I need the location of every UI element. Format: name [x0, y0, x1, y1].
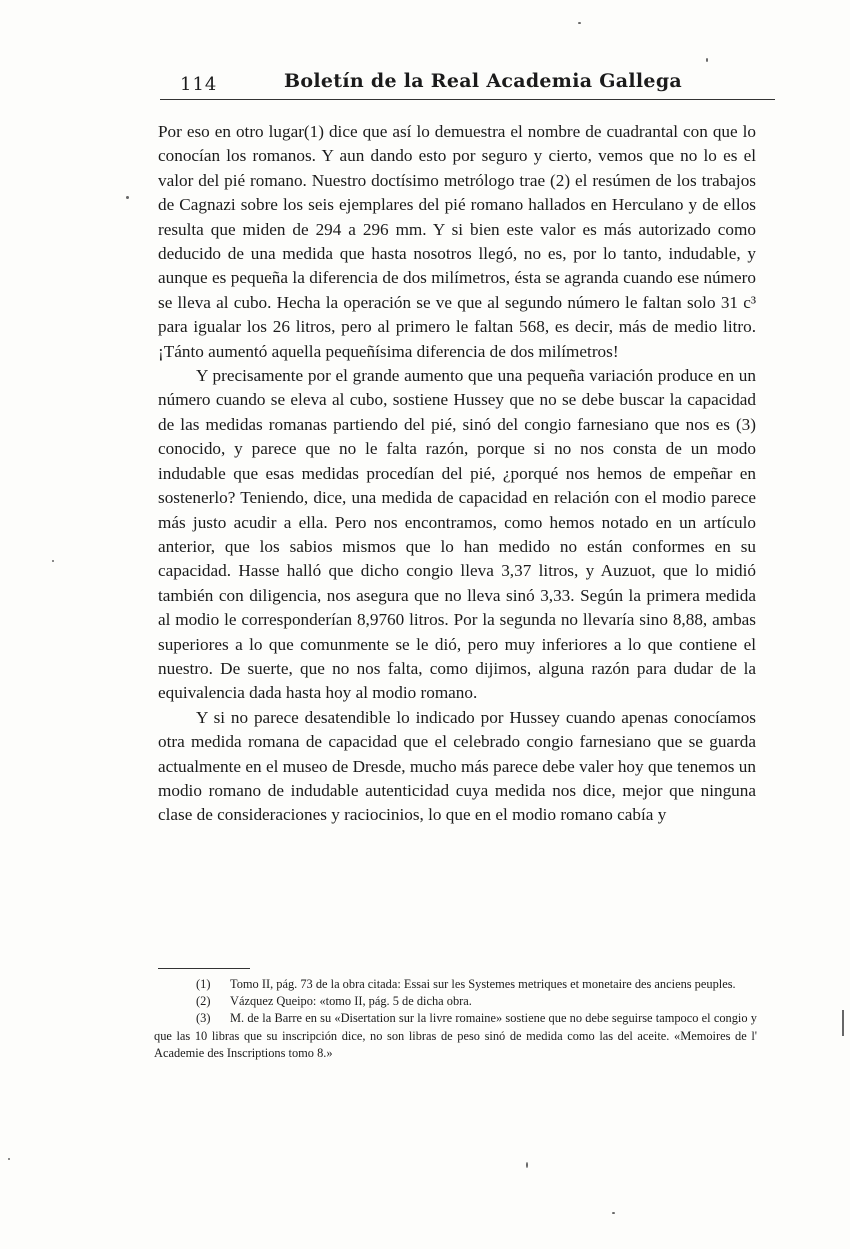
scan-speck — [578, 22, 581, 24]
footnote-text: Tomo II, pág. 73 de la obra citada: Essai sur les Systemes metriques et monetaire des anciens peuples. — [230, 977, 736, 991]
scan-speck — [612, 1212, 615, 1214]
running-title: Boletín de la Real Academia Gallega — [284, 70, 683, 92]
scan-speck — [126, 196, 129, 199]
scan-speck — [706, 58, 708, 62]
paragraph: Por eso en otro lugar(1) dice que así lo demuestra el nombre de cuadrantal con que lo conocían los romanos. Y aun dando esto por seguro y cierto, vemos que no lo es el valor del pié romano. Nuestro doctísimo metrólogo trae (2) el resúmen de los trabajos de Cagnazi sobre los seis ejemplares del pié romano hallados en Herculano y de ellos resulta que miden de 294 a 296 mm. Y si bien este valor es más autorizado como deducido de una medida que hasta nosotros llegó, no es, por lo tanto, indudable, y aunque es pequeña la diferencia de dos milímetros, ésta se agranda cuando ese número se lleva al cubo. Hecha la operación se ve que al segundo número le faltan solo 31 c³ para igualar los 26 litros, pero al primero le faltan 568, es decir, más de medio litro. ¡Tánto aumentó aquella pequeñísima diferencia de dos milímetros! — [158, 122, 756, 361]
footnote-rule — [158, 968, 250, 969]
page-number: 114 — [180, 74, 218, 95]
scan-speck — [8, 1158, 10, 1160]
scan-speck — [526, 1162, 528, 1168]
footnote-text: Vázquez Queipo: «tomo II, pág. 5 de dicha obra. — [230, 994, 472, 1009]
paragraph: Y si no parece desatendible lo indicado por Hussey cuando apenas conocíamos otra medida romana de capacidad que el celebrado congio farnesiano que se guarda actualmente en el museo de Dresde, mucho más parece debe valer hoy que tenemos un modio romano de indudable autenticidad cuya medida nos dice, mejor que ninguna clase de consideraciones y raciocinios, lo que en el modio romano cabía y — [158, 707, 756, 825]
footnote — [154, 976, 757, 993]
header-rule — [160, 99, 775, 100]
footnote-mark: (1) — [196, 977, 211, 991]
paragraph: Y precisamente por el grande aumento que una pequeña variación produce en un número cuando se eleva al cubo, sostiene Hussey que no se debe buscar la capacidad de las medidas romanas partiendo del pié, sinó del congio farnesiano que nos es (3) conocido, y parece que no le falta razón, porque si no nos consta de un modo indudable que esas medidas procedían del pié, ¿porqué nos hemos de empeñar en sostenerlo? Teniendo, dice, una medida de capacidad en relación con el modio parece más justo acudir a ella. Pero nos encontramos, como hemos notado en un artículo anterior, que los sabios mismos que lo han medido no están conformes en su capacidad. Hasse halló que dicho congio lleva 3,37 litros, y Auzuot, que lo midió también con diligencia, nos asegura que no lleva sinó 3,33. Según la primera medida al modio le corresponderían 8,9760 litros. Por la segunda no llevaría sino 8,88, ambas superiores a lo que comunmente se le dió, pero muy inferiores a lo que contiene el nuestro. De suerte, que no nos falta, como dijimos, alguna razón para dudar de la equivalencia dada hasta hoy al modio romano. — [158, 366, 756, 703]
scan-speck — [842, 1010, 844, 1036]
footnotes — [154, 976, 757, 1062]
footnote — [154, 993, 757, 1010]
footnote-mark: (3) — [196, 1011, 211, 1026]
page-header — [160, 68, 775, 100]
scan-speck — [52, 560, 54, 562]
footnote-mark: (2) — [196, 994, 211, 1009]
footnote-text: M. de la Barre en su «Disertation sur la livre romaine» sostiene que no debe seguirse tampoco el congio y que las 10 libras que su inscripción dice, no son libras de peso sinó de medida como las del aceite. «Memoires de l' Academie des Inscriptions tomo 8.» — [154, 1011, 757, 1060]
footnote — [154, 1010, 757, 1062]
body-text — [158, 120, 756, 828]
